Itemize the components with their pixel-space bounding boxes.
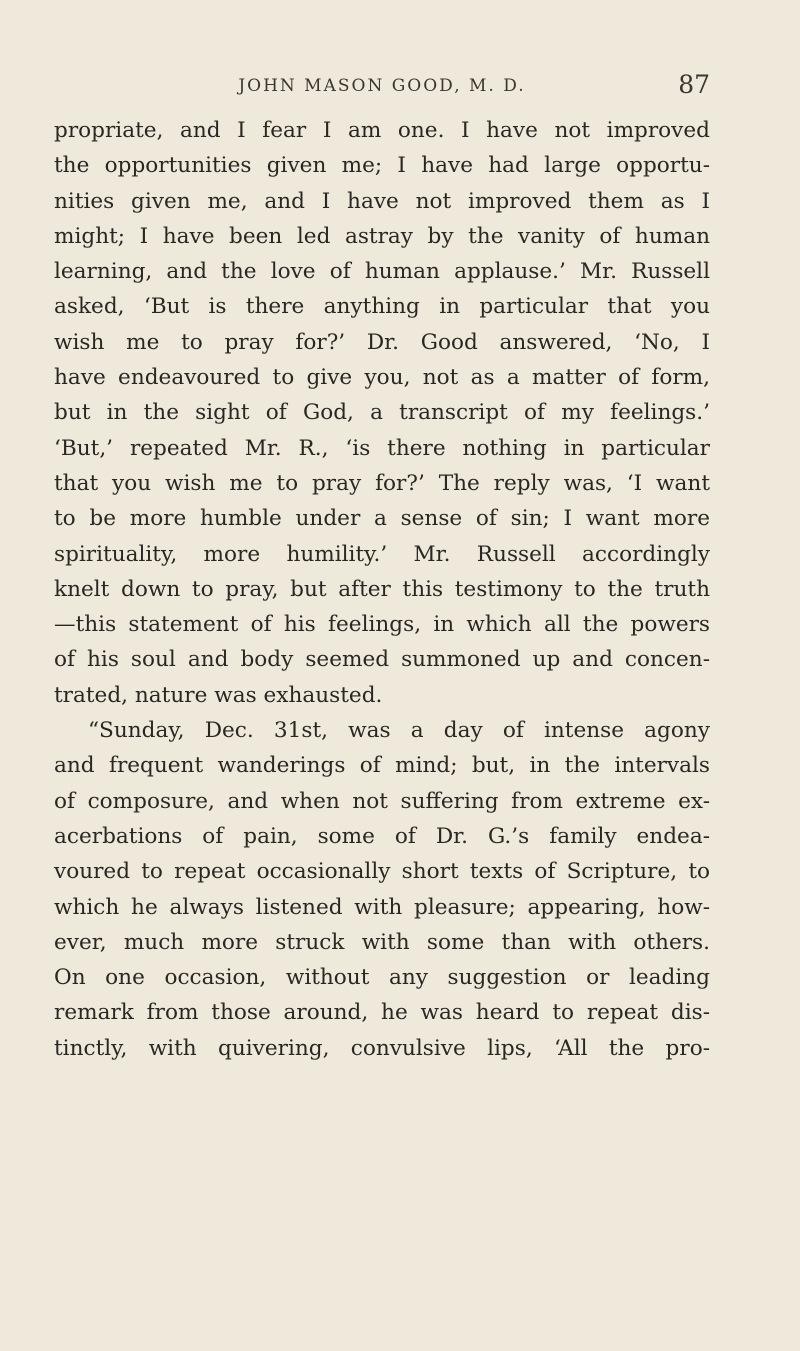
text-line: nities given me, and I have not improved them as I — [54, 188, 710, 214]
text-line: ever, much more struck with some than with others. — [54, 929, 710, 955]
text-line: knelt down to pray, but after this testimony to the truth — [54, 576, 710, 602]
page-number: 87 — [678, 70, 710, 99]
paragraph-start-line: “Sunday, Dec. 31st, was a day of intense agony — [88, 718, 710, 744]
text-line: that you wish me to pray for?’ The reply was, ‘I want — [54, 470, 710, 496]
text-line: which he always listened with pleasure; appearing, how- — [54, 894, 710, 920]
text-line: wish me to pray for?’ Dr. Good answered, ‘No, I — [54, 329, 710, 355]
text-line: voured to repeat occasionally short texts of Scripture, to — [54, 859, 710, 885]
page-header — [54, 70, 710, 106]
text-line: spirituality, more humility.’ Mr. Russell accordingly — [54, 541, 710, 567]
text-line: the opportunities given me; I have had large opportu- — [54, 153, 710, 179]
text-line: have endeavoured to give you, not as a matter of form, — [54, 365, 710, 391]
body-text — [54, 113, 710, 1066]
text-line: acerbations of pain, some of Dr. G.’s family endea- — [54, 823, 710, 849]
text-line: but in the sight of God, a transcript of my feelings.’ — [54, 400, 710, 426]
text-line: ‘But,’ repeated Mr. R., ‘is there nothing in particular — [54, 435, 710, 461]
text-line: —this statement of his feelings, in which all the powers — [54, 612, 710, 638]
text-line: of composure, and when not suffering from extreme ex- — [54, 788, 710, 814]
text-line: to be more humble under a sense of sin; I want more — [54, 506, 710, 532]
running-head: JOHN MASON GOOD, M. D. — [238, 76, 526, 96]
text-line: learning, and the love of human applause.’ Mr. Russell — [54, 259, 710, 285]
text-line: remark from those around, he was heard to repeat dis- — [54, 1000, 710, 1026]
text-line: propriate, and I fear I am one. I have not improved — [54, 118, 710, 143]
text-line: On one occasion, without any suggestion or leading — [54, 965, 710, 991]
text-line: asked, ‘But is there anything in particular that you — [54, 294, 710, 320]
text-line: might; I have been led astray by the vanity of human — [54, 223, 710, 249]
text-line: and frequent wanderings of mind; but, in the intervals — [54, 753, 710, 779]
text-line: of his soul and body seemed summoned up and concen- — [54, 647, 710, 673]
paragraph-end-line: trated, nature was exhausted. — [54, 682, 383, 708]
text-line: tinctly, with quivering, convulsive lips, ‘All the pro- — [54, 1035, 710, 1061]
